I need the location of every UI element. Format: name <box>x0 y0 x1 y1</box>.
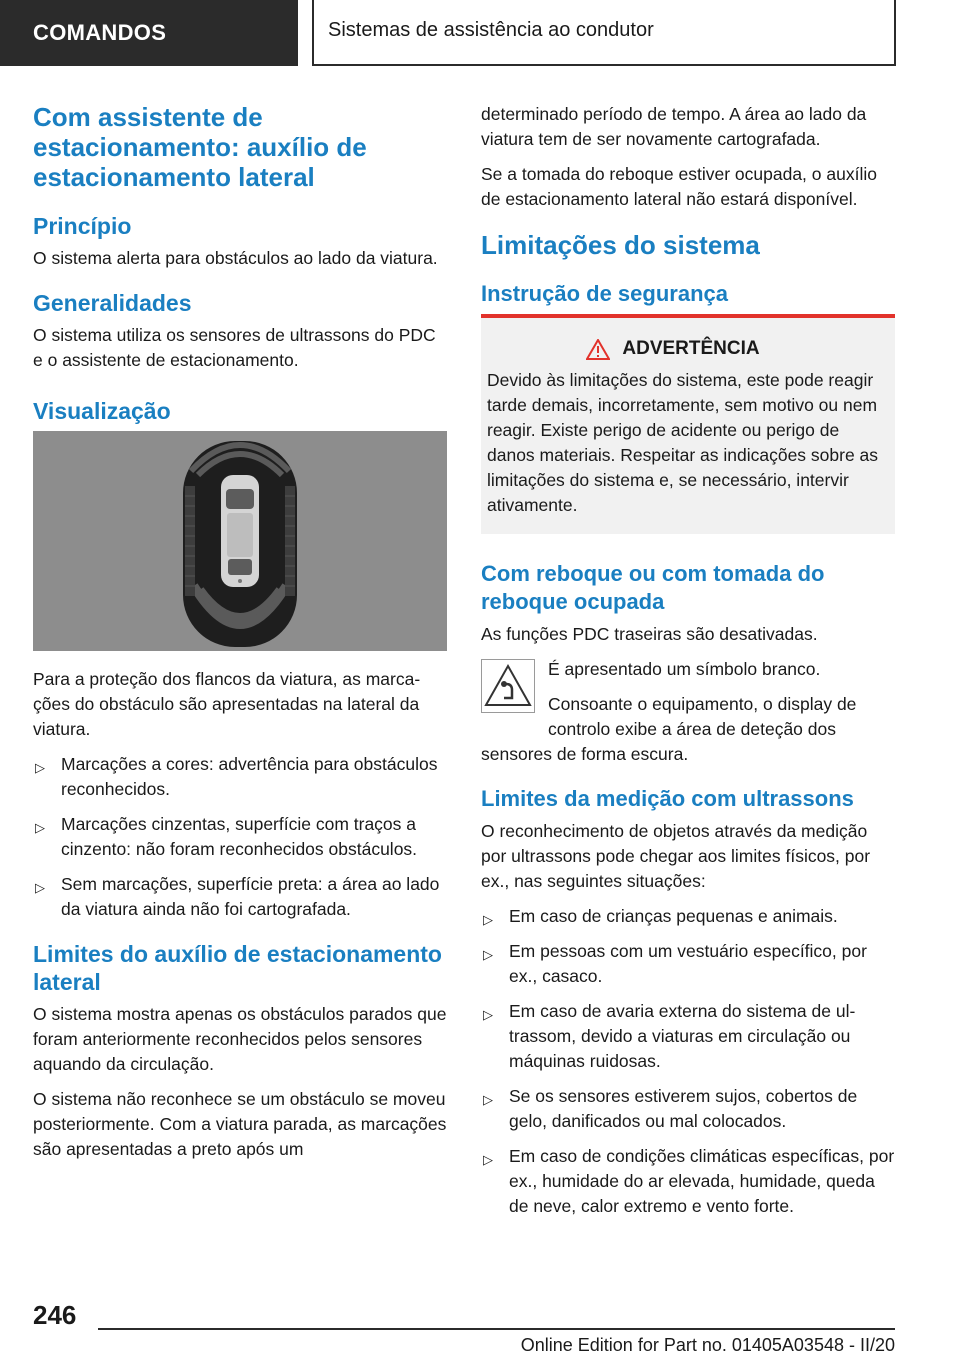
edition-label: Online Edition for Part no. 01405A03548 - II/20 <box>520 1335 895 1355</box>
section-label: COMANDOS <box>0 0 298 66</box>
triangle-bullet-icon: ▷ <box>483 1152 493 1167</box>
visualizacao-bullet-list <box>33 752 447 922</box>
generalidades-heading: Generalidades <box>33 290 192 316</box>
warning-triangle-icon <box>586 339 610 360</box>
generalidades-text: O sistema utiliza os sensores de ultrassons do PDC e o assistente de estacionamento. <box>33 325 436 370</box>
parking-assist-display-image <box>33 431 447 651</box>
list-item: ▷ Se os sensores estiverem sujos, cobertos de gelo, danificados ou mal colocados. <box>483 1086 858 1131</box>
limites-text-1: O sistema mostra apenas os obstáculos parados que foram anteriormente reconhecidos pelos sensores aquando da circulação. <box>33 1004 447 1074</box>
page-header <box>0 0 960 66</box>
list-item: ▷ Marcações cinzentas, superfície com traços a cinzento: não foram reconhecidos obstáculos. <box>35 814 418 859</box>
car-top-view-illustration <box>33 431 447 651</box>
principio-heading: Princípio <box>33 213 132 239</box>
left-column <box>33 102 447 1172</box>
triangle-bullet-icon: ▷ <box>35 880 45 895</box>
warning-box <box>481 314 895 534</box>
warning-text: Devido às limitações do sistema, este pode reagir tarde demais, incorretamente, sem motivo ou nem reagir. Existe perigo de acidente ou perigo de danos materiais. Respeitar as indicações sobre as limitações do sistema e, se necessário, intervir ativamente. <box>487 370 879 515</box>
right-column <box>481 102 895 1229</box>
trailer-hitch-warning-icon <box>481 659 535 713</box>
medicao-bullet-list <box>481 904 895 1219</box>
section-title: Com assistente de estacionamento: auxílio de estacionamento lateral <box>33 102 367 192</box>
tomada-text: Se a tomada do reboque estiver ocupada, o auxílio de estacionamento lateral não estará disponível. <box>481 164 877 209</box>
reboque-text: As funções PDC traseiras são desativadas. <box>481 624 818 644</box>
medicao-text: O reconhecimento de objetos através da medição por ultrassons pode chegar aos limites físicos, por ex., nas seguintes situações: <box>481 821 871 891</box>
visualizacao-text: Para a proteção dos flancos da viatura, as marcações do obstáculo são apresentadas na lateral da viatura. <box>33 669 421 739</box>
list-item: ▷ Em caso de avaria externa do sistema de ultrassom, devido a viaturas em circulação ou máquinas ruidosas. <box>483 1001 856 1071</box>
limites-text-2: O sistema não reconhece se um obstáculo se moveu posteriormente. Com a viatura parada, as marcações são apresentadas a preto após um <box>33 1089 447 1159</box>
footer-divider <box>98 1328 895 1330</box>
chapter-label: Sistemas de assistência ao condutor <box>312 0 896 66</box>
medicao-heading: Limites da medição com ultrassons <box>481 786 854 811</box>
list-item: ▷ Marcações a cores: advertência para obstáculos reconhecidos. <box>35 754 438 799</box>
limitacoes-heading: Limitações do sistema <box>481 230 760 260</box>
triangle-bullet-icon: ▷ <box>483 947 493 962</box>
list-item: ▷ Sem marcações, superfície preta: a área ao lado da viatura ainda não foi cartografada. <box>35 874 440 919</box>
triangle-bullet-icon: ▷ <box>483 1007 493 1022</box>
symbol-text: É apresentado um símbolo branco. <box>548 659 821 679</box>
triangle-bullet-icon: ▷ <box>35 820 45 835</box>
warning-title: ADVERTÊNCIA <box>487 336 889 362</box>
consoante-text-continued: sensores de forma escura. <box>481 744 689 764</box>
continued-text: determinado período de tempo. A área ao lado da viatura tem de ser novamente cartografada. <box>481 104 867 149</box>
limites-heading: Limites do auxílio de estacionamento lateral <box>33 941 442 995</box>
reboque-heading: Com reboque ou com tomada do reboque ocupada <box>481 561 825 614</box>
consoante-text: Consoante o equipamento, o display de controlo exibe a área de deteção dos <box>548 694 857 739</box>
principio-text: O sistema alerta para obstáculos ao lado da viatura. <box>33 248 438 268</box>
triangle-bullet-icon: ▷ <box>483 912 493 927</box>
list-item: ▷ Em caso de condições climáticas específicas, por ex., humidade do ar elevada, humidade, queda de neve, calor extremo e vento forte. <box>483 1146 895 1216</box>
visualizacao-heading: Visualização <box>33 398 171 424</box>
page-number: 246 <box>33 1300 77 1330</box>
triangle-bullet-icon: ▷ <box>35 760 45 775</box>
list-item: ▷ Em caso de crianças pequenas e animais. <box>481 904 895 929</box>
list-item: ▷ Em pessoas com um vestuário específico, por ex., casaco. <box>483 941 867 986</box>
triangle-bullet-icon: ▷ <box>483 1092 493 1107</box>
instrucao-heading: Instrução de segurança <box>481 281 728 306</box>
symbol-row <box>481 657 895 767</box>
